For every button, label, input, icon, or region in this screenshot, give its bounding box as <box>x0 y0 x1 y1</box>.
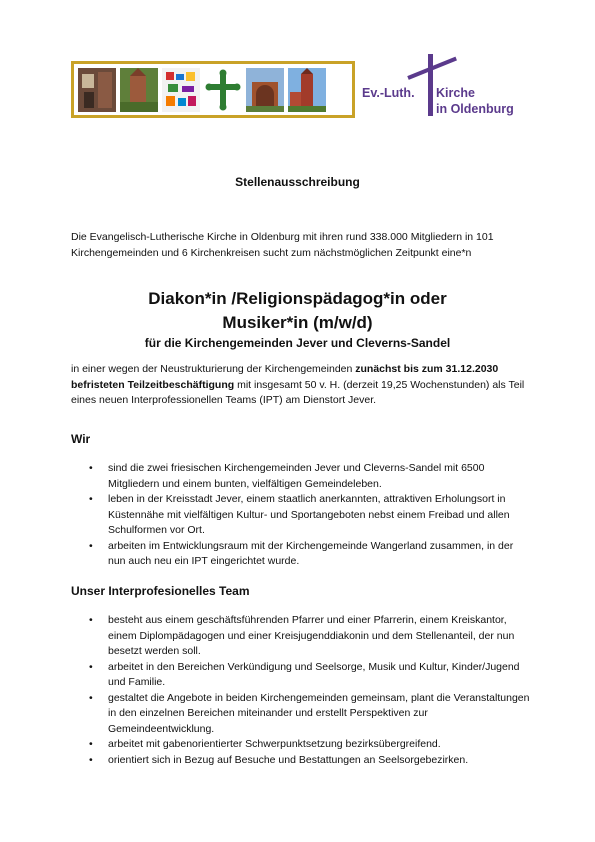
list-item: • leben in der Kreisstadt Jever, einem staatlich anerkannten, attraktiven Erholungsort in Küstennähe mit vielfältigen Kultur- und Sportangeboten nebst einem Freibad und allen Schulformen vor Ort. <box>89 493 510 536</box>
bullet-icon: • <box>89 738 93 750</box>
employment-details-part1: in einer wegen der Neustrukturierung der Kirchengemeinden <box>71 363 356 375</box>
stained-glass-photo <box>162 68 200 112</box>
page-heading: Stellenausschreibung <box>235 175 360 189</box>
job-title-line2: Musiker*in (m/w/d) <box>222 313 373 332</box>
job-subtitle: für die Kirchengemeinden Jever und Cleverns-Sandel <box>144 336 451 350</box>
bullet-icon: • <box>89 614 93 626</box>
list-item: • arbeitet in den Bereichen Verkündigung und Seelsorge, Musik und Kultur, Kinder/Jugend und Familie. <box>89 660 520 688</box>
logo-cross-vertical <box>428 54 433 116</box>
bullet-icon: • <box>89 462 93 474</box>
section-team-list <box>71 613 531 768</box>
section-wir-list <box>71 461 531 570</box>
section-team-title: Unser Interprofesionelles Team <box>71 584 250 598</box>
church-logo <box>362 54 532 120</box>
bullet-icon: • <box>89 539 93 552</box>
list-item: • arbeiten im Entwicklungsraum mit der Kirchengemeinde Wangerland zusammen, in der nun auch neu ein IPT eingerichtet wurde. <box>89 539 514 567</box>
job-title <box>0 287 595 335</box>
church-photo-3 <box>246 68 284 112</box>
church-photo-4 <box>288 68 326 112</box>
logo-line3: in Oldenburg <box>436 102 514 116</box>
employment-details-part2: mit insgesamt 50 v. H. (derzeit 19,25 Wochenstunden) als Teil eines neuen Interprofessionellen Teams (IPT) am Dienstort Jever. <box>71 378 525 406</box>
employment-details <box>71 362 531 409</box>
list-item: • sind die zwei friesischen Kirchengemeinden Jever und Cleverns-Sandel mit 6500 Mitgliedern und einem bunten, vielfältigen Gemeindeleben. <box>89 462 485 490</box>
logo-line1: Ev.-Luth. <box>362 86 415 100</box>
list-item: • arbeitet mit gabenorientierter Schwerpunktsetzung bezirksübergreifend. <box>71 737 531 753</box>
church-photo-2 <box>120 68 158 112</box>
header-photo-strip <box>71 61 355 118</box>
intro-text: Die Evangelisch-Lutherische Kirche in Oldenburg mit ihren rund 338.000 Mitgliedern in 101 Kirchengemeinden und 6 Kirchenkreisen sucht zum nächstmöglichen Zeitpunkt eine*n <box>71 231 494 259</box>
bullet-icon: • <box>89 753 93 766</box>
list-item: • gestaltet die Angebote in beiden Kirchengemeinden gemeinsam, plant die Veranstaltungen in den einzelnen Bereichen miteinander und erstellt Perspektiven zur Gemeindeentwicklung. <box>89 691 530 735</box>
bullet-icon: • <box>89 660 93 673</box>
logo-line2: Kirche <box>436 86 475 100</box>
church-photo-1 <box>78 68 116 112</box>
section-wir-title: Wir <box>71 432 91 446</box>
employment-details-bold: zunächst bis zum 31.12.2030 befristeten Teilzeitbeschäftigung <box>71 363 499 391</box>
cross-icon <box>204 68 242 112</box>
bullet-icon: • <box>89 493 93 505</box>
list-item: • besteht aus einem geschäftsführenden Pfarrer und einer Pfarrerin, einem Kreiskantor, einem Diplompädagogen und einer Kreisjugenddiakonin und dem Stellenanteil, der nun besetzt werden soll. <box>89 614 515 657</box>
job-title-line1: Diakon*in /Religionspädagog*in oder <box>148 289 447 308</box>
bullet-icon: • <box>89 691 93 704</box>
list-item: • orientiert sich in Bezug auf Besuche und Bestattungen an Seelsorgebezirken. <box>71 753 531 769</box>
